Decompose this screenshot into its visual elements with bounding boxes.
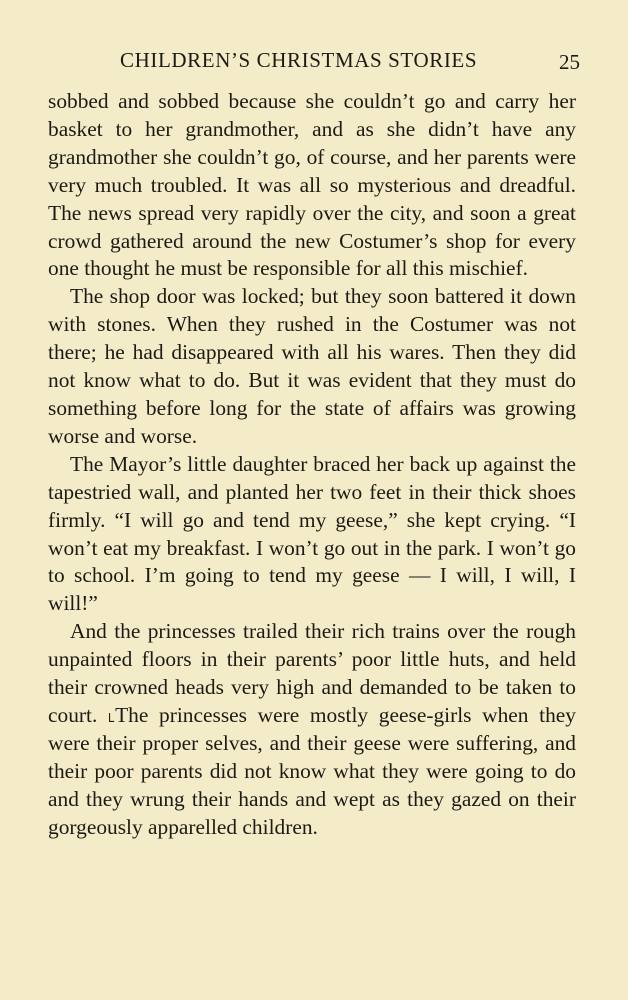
page-header-title: CHILDREN’S CHRISTMAS STORIES	[120, 48, 478, 72]
paragraph-2: The shop door was locked; but they soon battered it down with stones. When they rushed in the Costumer was not there; he had disappeared with all his wares. Then they did not know what to do. But it was evident that they must do something before long for the state of affairs was growing worse and worse.	[48, 284, 576, 448]
paragraph-1: sobbed and sobbed because she couldn’t go and carry her basket to her grandmother, and as she didn’t have any grandmother she couldn’t go, of course, and her parents were very much troubled. It was all so mysterious and dreadful. The news spread very rapidly over the city, and soon a great crowd gathered around the new Costumer’s shop for every one thought he must be responsible for all this mischief.	[48, 89, 576, 281]
story-text	[48, 88, 576, 841]
page-number: 25	[559, 50, 580, 74]
running-head	[48, 48, 580, 78]
paragraph-4: And the princesses trailed their rich trains over the rough unpainted floors in their parents’ poor little huts, and held their crowned heads very high and demanded to be taken to court. ˪The princesses were mostly geese-girls when they were their proper selves, and their geese were suffering, and their poor parents did not know what they were going to do and they wrung their hands and wept as they gazed on their gorgeously apparelled children.	[48, 619, 576, 839]
paragraph-3: The Mayor’s little daughter braced her back up against the tapestried wall, and planted her two feet in their thick shoes firmly. “I will go and tend my geese,” she kept crying. “I won’t eat my breakfast. I won’t go out in the park. I won’t go to school. I’m going to tend my geese — I will, I will, I will!”	[48, 451, 576, 616]
